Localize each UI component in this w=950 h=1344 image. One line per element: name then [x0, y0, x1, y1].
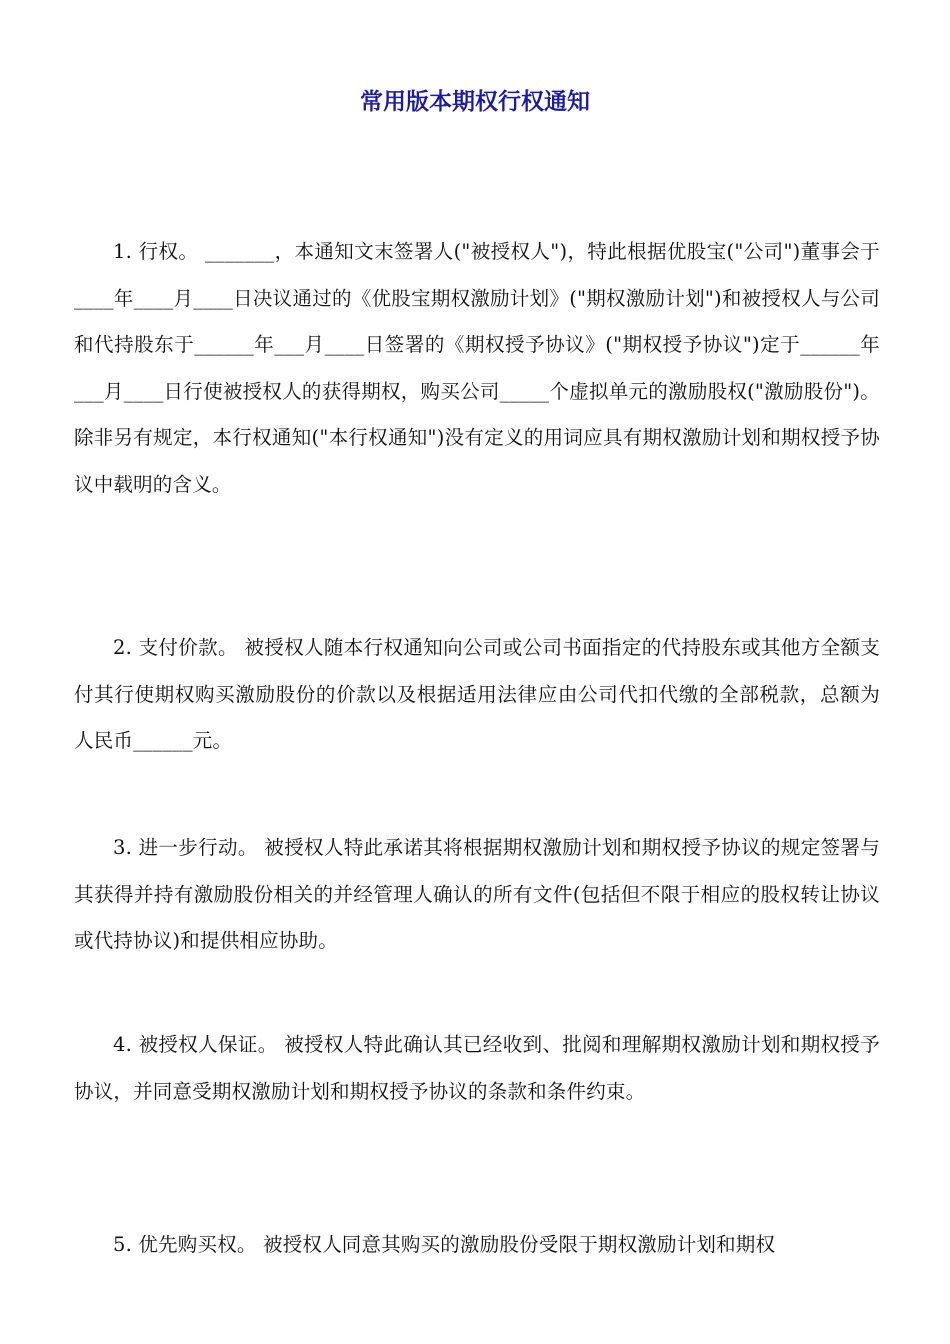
clause-2-payment: 2. 支付价款。 被授权人随本行权通知向公司或公司书面指定的代持股东或其他方全额支付其行使期权购买激励股份的价款以及根据适用法律应由公司代扣代缴的全部税款，总额为人民币______元。 [74, 636, 880, 752]
clause-4-grantee-warranty: 4. 被授权人保证。 被授权人特此确认其已经收到、批阅和理解期权激励计划和期权授予协议，并同意受期权激励计划和期权授予协议的条款和条件约束。 [74, 1033, 880, 1103]
document-title: 常用版本期权行权通知 [360, 89, 590, 115]
clause-5-preemptive-right: 5. 优先购买权。 被授权人同意其购买的激励股份受限于期权激励计划和期权 [113, 1233, 776, 1256]
clause-1-exercise: 1. 行权。 _______，本通知文末签署人("被授权人")，特此根据优股宝("公司")董事会于____年____月____日决议通过的《优股宝期权激励计划》("期权激励计划")和被授权人与公司和代持股东于______年___月____日签署的《期权授予协议》("期权授予协议")定于______年___月____日行使被授权人的获得期权，购买公司_____个虚拟单元的激励股权("激励股份")。除非另有规定，本行权通知("本行权通知")没有定义的用词应具有期权激励计划和期权授予协议中载明的含义。 [74, 240, 880, 496]
clause-3-further-action: 3. 进一步行动。 被授权人特此承诺其将根据期权激励计划和期权授予协议的规定签署与其获得并持有激励股份相关的并经管理人确认的所有文件(包括但不限于相应的股权转让协议或代持协议)和提供相应协助。 [74, 836, 880, 952]
